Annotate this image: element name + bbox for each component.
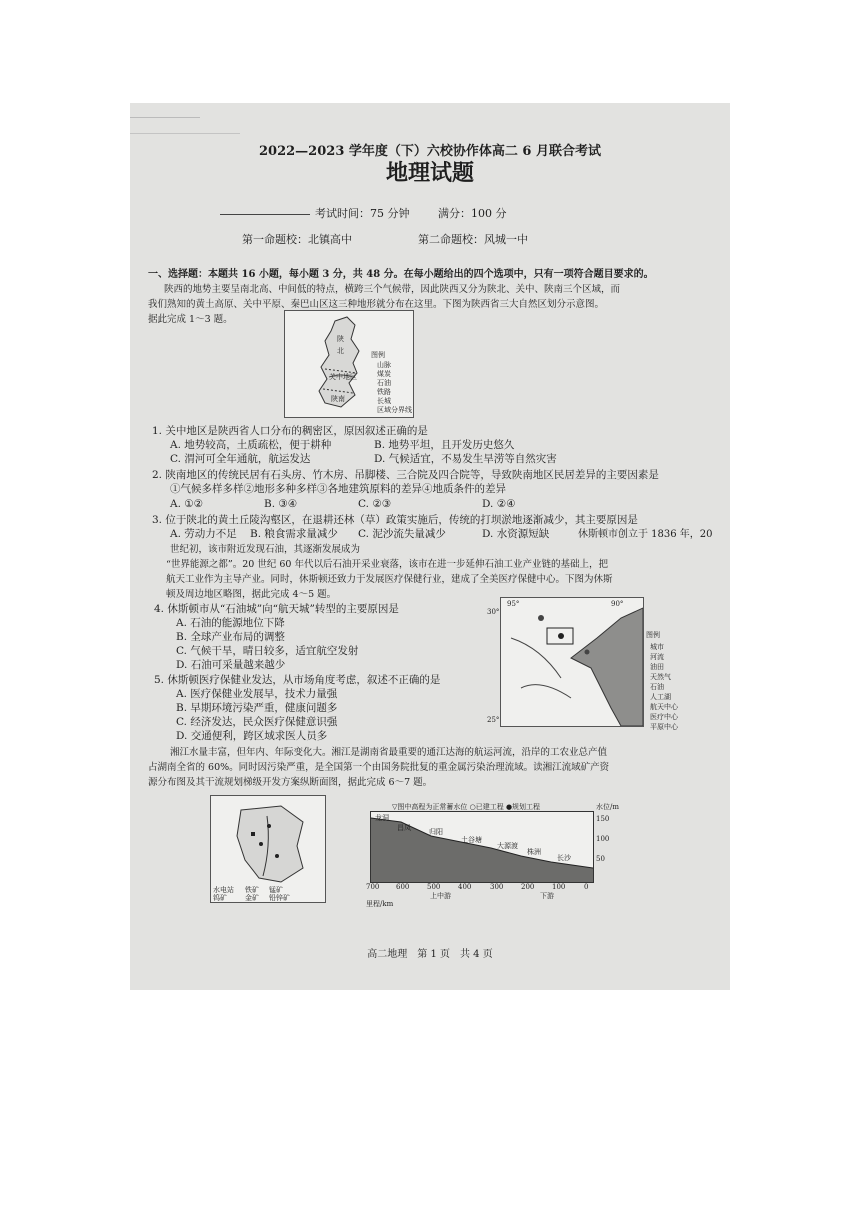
profile-xtick-300: 300 bbox=[490, 883, 504, 891]
profile-legend: ▽图中高程为正常蓄水位 ○已建工程 ●规划工程 bbox=[392, 803, 541, 811]
map1-legend-oil: 石油 bbox=[377, 379, 391, 387]
profile-xtick-200: 200 bbox=[521, 883, 535, 891]
map3-legend-leadzinc: 铅锌矿 bbox=[269, 894, 290, 902]
map2-legend-city: 城市 bbox=[650, 643, 664, 651]
station-dayuandu: 大源渡 bbox=[497, 842, 518, 850]
exam-title: 2022—2023 学年度（下）六校协作体高二 6 月联合考试 bbox=[259, 144, 601, 159]
profile-xtick-600: 600 bbox=[396, 883, 410, 891]
q1-option-a: A. 地势较高，土质疏松，便于耕种 bbox=[170, 439, 332, 451]
map2-lat-30: 30° bbox=[487, 608, 500, 616]
q1-stem: 1. 关中地区是陕西省人口分布的稠密区，原因叙述正确的是 bbox=[152, 425, 428, 437]
profile-ytick-100: 100 bbox=[596, 835, 610, 843]
q5-option-a: A. 医疗保健业发展早，技术力量强 bbox=[176, 688, 338, 700]
station-longdong: 龙洞 bbox=[375, 814, 389, 822]
profile-xtick-100: 100 bbox=[552, 883, 566, 891]
xiang-mineral-map bbox=[210, 795, 326, 903]
q3-option-c: C. 泥沙流失量减少 bbox=[358, 528, 446, 540]
map1-legend-title: 图例 bbox=[371, 351, 385, 359]
profile-xtick-400: 400 bbox=[458, 883, 472, 891]
q1-option-b: B. 地势平坦，且开发历史悠久 bbox=[374, 439, 515, 451]
q3-option-b: B. 粮食需求量减少 bbox=[250, 528, 338, 540]
q2-option-b: B. ③④ bbox=[264, 498, 298, 510]
houston-para-2: 世纪初，该市附近发现石油，其逐渐发展成为 bbox=[170, 544, 361, 555]
map2-legend-gas: 天然气 bbox=[650, 673, 671, 681]
exam-time: 考试时间：75 分钟 bbox=[315, 207, 410, 220]
q3-option-a: A. 劳动力不足 bbox=[170, 528, 237, 540]
profile-y-unit: 水位/m bbox=[596, 803, 619, 811]
q4-option-c: C. 气候干旱，晴日较多，适宜航空发射 bbox=[176, 645, 359, 657]
profile-xtick-500: 500 bbox=[427, 883, 441, 891]
intro-line-3: 据此完成 1～3 题。 bbox=[148, 314, 233, 325]
houston-map-drawing bbox=[501, 598, 643, 726]
profile-ytick-150: 150 bbox=[596, 815, 610, 823]
intro-line-2: 我们熟知的黄土高原、关中平原、秦巴山区这三种地形就分布在这里。下图为陕西省三大自然区划分示意图。 bbox=[148, 299, 605, 310]
map1-label-shannan: 陕南 bbox=[331, 395, 345, 403]
profile-xtick-0: 0 bbox=[584, 883, 589, 891]
scan-artifact bbox=[130, 133, 240, 134]
q4-option-a: A. 石油的能源地位下降 bbox=[176, 617, 285, 629]
exam-score: 满分：100 分 bbox=[438, 207, 507, 220]
map3-legend-tungsten: 钨矿 bbox=[213, 894, 227, 902]
q1-option-d: D. 气候适宜，不易发生旱涝等自然灾害 bbox=[374, 453, 557, 465]
map3-legend-hydro: 水电站 bbox=[213, 886, 234, 894]
map1-legend-boundary: 区域分界线 bbox=[377, 406, 412, 414]
q2-stem: 2. 陕南地区的传统民居有石头房、竹木房、吊脚楼、三合院及四合院等，导致陕南地区民居差异的主要因素是 bbox=[152, 469, 659, 481]
q3-option-d: D. 水资源短缺 bbox=[482, 528, 550, 540]
q2-option-a: A. ①② bbox=[170, 498, 204, 510]
scan-artifact bbox=[130, 117, 200, 118]
profile-x-label: 里程/km bbox=[366, 900, 394, 908]
q2-items: ①气候多样多样②地形多种多样③各地建筑原料的差异④地质条件的差异 bbox=[170, 483, 506, 495]
profile-riverbed bbox=[371, 812, 593, 882]
page-footer: 高二地理 第 1 页 共 4 页 bbox=[367, 949, 493, 960]
map1-legend-greatwall: 长城 bbox=[377, 397, 391, 405]
map3-legend-gold: 金矿 bbox=[245, 894, 259, 902]
map2-legend-river: 河流 bbox=[650, 653, 664, 661]
houston-para-1: 休斯顿市创立于 1836 年，20 bbox=[578, 529, 713, 540]
station-guiyang: 归阳 bbox=[429, 828, 443, 836]
station-changfeng: 昌凤 bbox=[397, 824, 411, 832]
map1-label-shan: 陕 bbox=[337, 335, 344, 343]
q2-option-c: C. ②③ bbox=[358, 498, 392, 510]
map2-lon-90: 90° bbox=[611, 600, 624, 608]
profile-plot bbox=[370, 811, 594, 883]
q5-option-d: D. 交通便利，跨区域求医人员多 bbox=[176, 730, 328, 742]
map2-legend-oilfield: 油田 bbox=[650, 663, 664, 671]
map2-legend-plain: 平原中心 bbox=[650, 723, 678, 731]
map1-label-north: 北 bbox=[337, 347, 344, 355]
map1-label-guanzhong: 关中地区 bbox=[329, 373, 357, 381]
profile-xtick-700: 700 bbox=[366, 883, 380, 891]
profile-ytick-50: 50 bbox=[596, 855, 605, 863]
houston-para-5: 顿及周边地区略图，据此完成 4～5 题。 bbox=[166, 589, 337, 600]
q1-option-c: C. 渭河可全年通航，航运发达 bbox=[170, 453, 311, 465]
shaanxi-outline bbox=[285, 311, 413, 417]
houston-map bbox=[487, 597, 644, 727]
houston-para-4: 航天工业作为主导产业。同时，休斯顿还致力于发展医疗保健行业，建成了全美医疗保健中心。下图为休斯 bbox=[166, 574, 613, 585]
q5-option-b: B. 早期环境污染严重，健康问题多 bbox=[176, 702, 338, 714]
station-tugutang: 土谷塘 bbox=[461, 836, 482, 844]
xiang-para-2: 占湖南全省的 60%。同时因污染严重，是全国第一个由国务院批复的重金属污染治理流域。读湘江流域矿产资 bbox=[148, 762, 610, 773]
subject-title: 地理试题 bbox=[385, 160, 474, 186]
q5-option-c: C. 经济发达，民众医疗保健意识强 bbox=[176, 716, 338, 728]
map2-legend-space: 航天中心 bbox=[650, 703, 678, 711]
school-one: 第一命题校：北镇高中 bbox=[242, 233, 352, 246]
map2-legend-title: 图例 bbox=[646, 631, 660, 639]
section-header: 一、选择题：本题共 16 小题，每小题 3 分，共 48 分。在每小题给出的四个选项中，只有一项符合题目要求的。 bbox=[148, 269, 654, 280]
q2-option-d: D. ②④ bbox=[482, 498, 516, 510]
map3-legend-iron: 铁矿 bbox=[245, 886, 259, 894]
exam-page bbox=[130, 103, 730, 990]
station-changsha: 长沙 bbox=[557, 854, 571, 862]
title-rule bbox=[220, 214, 310, 215]
profile-lower-label: 下游 bbox=[540, 892, 554, 900]
q4-stem: 4. 休斯顿市从“石油城”向“航天城”转型的主要原因是 bbox=[154, 603, 399, 615]
map2-lat-25: 25° bbox=[487, 716, 500, 724]
houston-para-3: “世界能源之都”。20 世纪 60 年代以后石油开采业衰落，该市在进一步延伸石油工业产业链的基础上，把 bbox=[166, 559, 608, 570]
profile-upper-label: 上中游 bbox=[430, 892, 451, 900]
map1-legend-coal: 煤炭 bbox=[377, 370, 391, 378]
map2-legend-medical: 医疗中心 bbox=[650, 713, 678, 721]
map1-legend-mountain: 山脉 bbox=[377, 361, 391, 369]
map1-legend-railway: 铁路 bbox=[377, 388, 391, 396]
xiang-para-1: 湘江水量丰富，但年内、年际变化大。湘江是湖南省最重要的通江达海的航运河流，沿岸的工农业总产值 bbox=[170, 747, 608, 758]
map3-legend-manganese: 锰矿 bbox=[269, 886, 283, 894]
intro-line-1: 陕西的地势主要呈南北高、中间低的特点，横跨三个气候带，因此陕西又分为陕北、关中、陕南三个区域，而 bbox=[164, 284, 621, 295]
q4-option-d: D. 石油可采量越来越少 bbox=[176, 659, 286, 671]
shaanxi-map bbox=[284, 310, 414, 418]
xiang-para-3: 源分布图及其干流规划梯级开发方案纵断面图，据此完成 6～7 题。 bbox=[148, 777, 433, 788]
station-zhuzhou: 株洲 bbox=[527, 848, 541, 856]
map2-legend-lake: 人工湖 bbox=[650, 693, 671, 701]
q3-stem: 3. 位于陕北的黄土丘陵沟壑区，在退耕还林（草）政策实施后，传统的打坝淤地逐渐减少，其主要原因是 bbox=[152, 514, 638, 526]
map2-lon-95: 95° bbox=[507, 600, 520, 608]
q4-option-b: B. 全球产业布局的调整 bbox=[176, 631, 285, 643]
q5-stem: 5. 休斯顿医疗保健业发达，从市场角度考虑，叙述不正确的是 bbox=[154, 674, 441, 686]
map2-legend-oil: 石油 bbox=[650, 683, 664, 691]
school-two: 第二命题校：风城一中 bbox=[418, 233, 528, 246]
